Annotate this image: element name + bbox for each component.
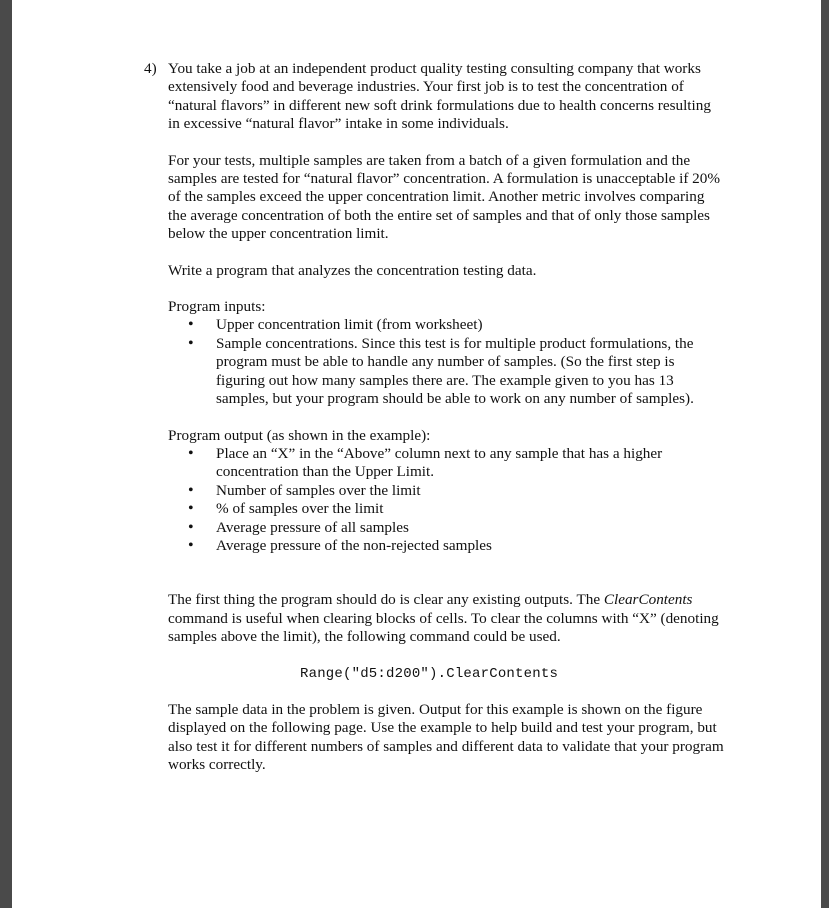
clear-contents-term: ClearContents [603, 591, 693, 609]
list-item: • Average pressure of all samples [168, 519, 724, 537]
tests-paragraph: For your tests, multiple samples are taken from a batch of a given formulation and the samples are tested for “natural flavor” concentration. A formulation is unacceptable if 20% of the samples exceed the upper concentration limit. Another metric involves comparing the average concentration of both the entire set of samples and that of only those samples below the upper concentration limit. [168, 151, 721, 243]
inputs-list [168, 316, 724, 408]
inputs-heading: Program inputs: [168, 298, 266, 316]
list-item: • % of samples over the limit [168, 500, 724, 518]
code-snippet: Range("d5:d200").ClearContents [300, 665, 559, 682]
closing-paragraph: The sample data in the problem is given. Output for this example is shown on the figure displayed on the following page. Use the example to help build and test your program, but also test it for different numbers of samples and different data to validate that your program works correctly. [168, 700, 724, 774]
list-item: • Number of samples over the limit [168, 482, 724, 500]
question-4 [144, 60, 724, 134]
document-content [144, 60, 724, 775]
clear-text-before: The first thing the program should do is clear any existing outputs. The [168, 591, 604, 609]
outputs-list [168, 445, 724, 555]
document-page [12, 0, 821, 908]
outputs-heading: Program output (as shown in the example): [168, 426, 431, 444]
question-intro: You take a job at an independent product quality testing consulting company that works extensively food and beverage industries. Your first job is to test the concentration of “natural flavors” in different new soft drink formulations due to health concerns resulting in excessive “natural flavor” intake in some individuals. [168, 60, 711, 133]
question-number: 4) [144, 60, 157, 77]
clear-paragraph [168, 591, 724, 646]
clear-text-after: command is useful when clearing blocks of cells. To clear the columns with “X” (denoting samples above the limit), the following command could be used. [168, 609, 719, 646]
list-item: • Sample concentrations. Since this test is for multiple product formulations, the program must be able to handle any number of samples. (So the first step is figuring out how many samples there are. The example given to you has 13 samples, but your program should be able to work on any number of samples). [168, 335, 724, 409]
task-paragraph: Write a program that analyzes the concentration testing data. [168, 261, 537, 279]
list-item: • Place an “X” in the “Above” column next to any sample that has a higher concentration than the Upper Limit. [168, 445, 724, 482]
list-item: • Upper concentration limit (from worksheet) [168, 316, 724, 334]
list-item: • Average pressure of the non-rejected samples [168, 537, 724, 555]
